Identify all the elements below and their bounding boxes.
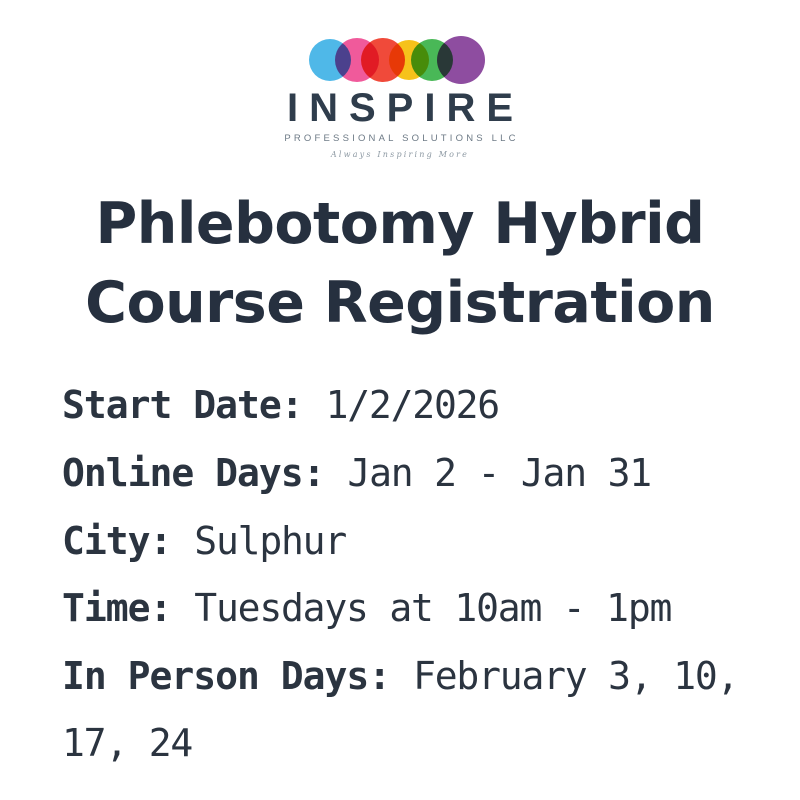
logo-circle-purple-icon xyxy=(437,36,485,84)
logo-wordmark: INSPIRE xyxy=(286,86,525,130)
detail-value: 1/2/2026 xyxy=(325,383,499,428)
logo-circles-icon xyxy=(305,34,495,86)
detail-start-date xyxy=(62,372,740,440)
detail-label: City: xyxy=(62,518,172,563)
logo-subtitle: PROFESSIONAL SOLUTIONS LLC xyxy=(284,133,519,144)
brand-logo xyxy=(0,0,800,159)
detail-value: Tuesdays at 10am - 1pm xyxy=(194,586,672,631)
page-title-line-2: Course Registration xyxy=(85,269,715,336)
detail-value: Jan 2 - Jan 31 xyxy=(347,450,651,495)
detail-label: Time: xyxy=(62,586,172,631)
page-title-line-1: Phlebotomy Hybrid xyxy=(95,191,705,257)
detail-label: In Person Days: xyxy=(62,653,391,698)
logo-tagline: Always Inspiring More xyxy=(330,150,470,159)
page-title xyxy=(0,185,800,342)
course-details-list xyxy=(0,372,800,778)
detail-value: Sulphur xyxy=(194,518,347,563)
detail-online-days xyxy=(62,440,740,508)
detail-value: February 3, 10, 17, 24 xyxy=(62,653,739,766)
detail-city xyxy=(62,508,740,576)
detail-in-person-days xyxy=(62,643,740,778)
detail-label: Start Date: xyxy=(62,383,303,428)
detail-label: Online Days: xyxy=(62,450,325,495)
detail-time xyxy=(62,575,740,643)
